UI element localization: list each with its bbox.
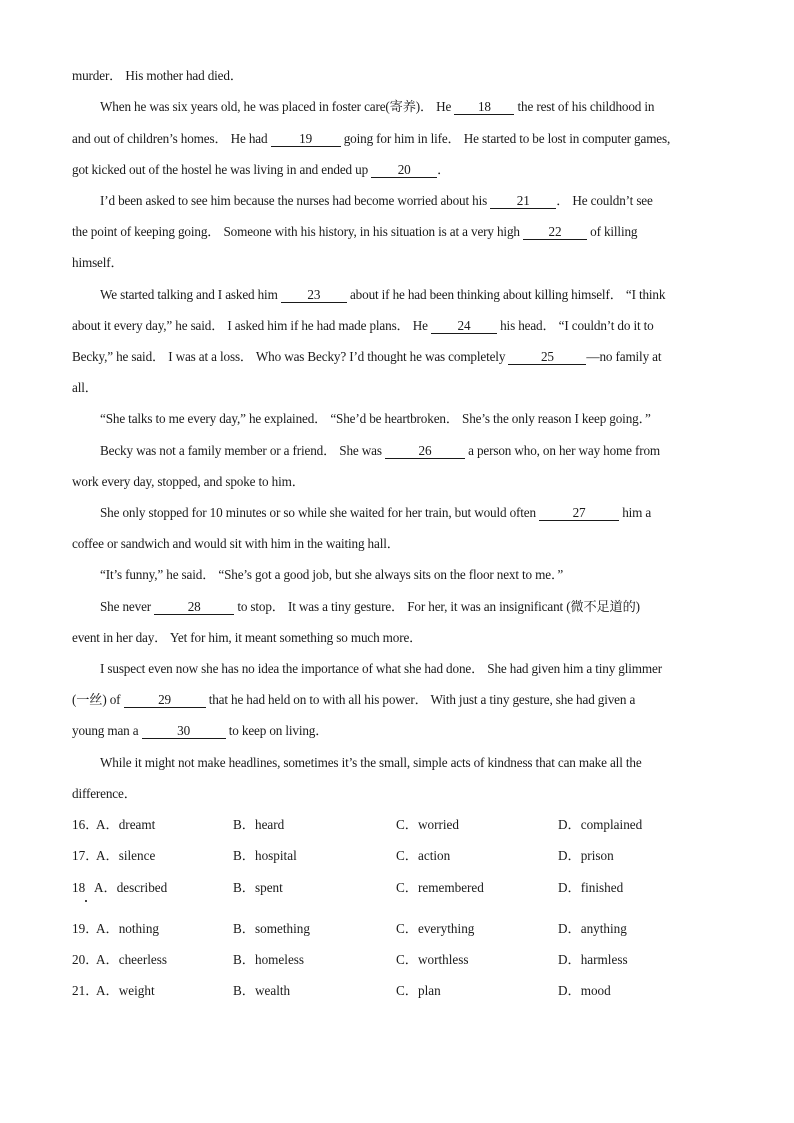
passage-line xyxy=(72,692,732,708)
passage-text: got kicked out of the hostel he was living in and ended up xyxy=(72,162,372,177)
passage-line xyxy=(72,536,732,552)
passage-text: (一丝) of xyxy=(72,692,124,707)
passage-text: ． xyxy=(437,162,451,177)
passage-text: “She talks to me every day,” he explained． “She’d be heartbroken． She’s the only reason I keep going．” xyxy=(100,411,651,426)
passage-text: of killing xyxy=(586,224,638,239)
blank-23: 23 xyxy=(281,288,347,303)
question-number: 16． xyxy=(72,817,99,832)
passage-text: Becky was not a family member or a friend． She was xyxy=(100,443,385,458)
option-a[interactable]: A．nothing xyxy=(96,921,160,936)
passage-text: going for him in life． He started to be lost in computer games, xyxy=(340,131,671,146)
option-a[interactable]: A．weight xyxy=(96,983,155,998)
question-number: 21． xyxy=(72,983,99,998)
blank-29: 29 xyxy=(124,693,206,708)
passage-line xyxy=(100,193,732,209)
passage-line xyxy=(100,99,732,115)
passage-text: work every day, stopped, and spoke to him． xyxy=(72,474,305,489)
question-row xyxy=(72,817,732,835)
passage-text: that he had held on to with all his power． With just a tiny gesture, she had given a xyxy=(205,692,636,707)
question-row xyxy=(72,983,732,1001)
passage-text: —no family at xyxy=(586,349,662,364)
question-row xyxy=(72,952,732,970)
passage-line xyxy=(100,287,732,303)
question-number: 19． xyxy=(72,921,99,936)
passage-text: She never xyxy=(100,599,155,614)
passage-text: We started talking and I asked him xyxy=(100,287,281,302)
option-d[interactable]: D．complained xyxy=(558,817,643,832)
passage-line xyxy=(72,349,732,365)
passage-line xyxy=(72,786,732,802)
passage-line xyxy=(72,162,732,178)
option-b[interactable]: B．heard xyxy=(233,817,285,832)
passage-line xyxy=(100,411,732,427)
option-a[interactable]: A．described xyxy=(94,880,168,895)
option-d[interactable]: D．prison xyxy=(558,848,614,863)
option-c[interactable]: C．worthless xyxy=(396,952,469,967)
passage-text: to keep on living． xyxy=(225,723,329,738)
passage-line xyxy=(72,255,732,271)
passage-line xyxy=(72,380,732,396)
option-a[interactable]: A．cheerless xyxy=(96,952,168,967)
option-b[interactable]: B．something xyxy=(233,921,310,936)
blank-22: 22 xyxy=(523,225,587,240)
blank-18: 18 xyxy=(454,100,514,115)
question-row xyxy=(72,880,732,898)
passage-text: When he was six years old, he was placed in foster care(寄养)． He xyxy=(100,99,455,114)
passage-line xyxy=(100,443,732,459)
passage-text: coffee or sandwich and would sit with him in the waiting hall． xyxy=(72,536,400,551)
option-c[interactable]: C．plan xyxy=(396,983,441,998)
option-c[interactable]: C．everything xyxy=(396,921,475,936)
blank-24: 24 xyxy=(431,319,497,334)
passage-line xyxy=(72,723,732,739)
blank-21: 21 xyxy=(490,194,556,209)
passage-line xyxy=(72,131,732,147)
blank-19: 19 xyxy=(271,132,341,147)
option-c[interactable]: C．remembered xyxy=(396,880,484,895)
passage-text: all． xyxy=(72,380,98,395)
passage-text: “It’s funny,” he said． “She’s got a good job, but she always sits on the floor next to me．” xyxy=(100,567,564,582)
passage-line xyxy=(100,755,732,771)
passage-line xyxy=(100,505,732,521)
passage-text: While it might not make headlines, sometimes it’s the small, simple acts of kindness that can make all the xyxy=(100,755,642,770)
option-d[interactable]: D．harmless xyxy=(558,952,628,967)
option-d[interactable]: D．mood xyxy=(558,983,611,998)
option-c[interactable]: C．action xyxy=(396,848,451,863)
passage-text: the point of keeping going． Someone with his history, in his situation is at a very high xyxy=(72,224,523,239)
passage-line xyxy=(72,68,732,84)
question-number: 17． xyxy=(72,848,99,863)
passage-text: She only stopped for 10 minutes or so while she waited for her train, but would often xyxy=(100,505,540,520)
passage-line xyxy=(100,661,732,677)
blank-26: 26 xyxy=(385,444,465,459)
passage-text: about if he had been thinking about killing himself． “I think xyxy=(346,287,666,302)
passage-text: difference． xyxy=(72,786,137,801)
passage-text: event in her day． Yet for him, it meant something so much more． xyxy=(72,630,423,645)
passage-line xyxy=(72,630,732,646)
option-a[interactable]: A．dreamt xyxy=(96,817,156,832)
blank-28: 28 xyxy=(154,600,234,615)
blank-27: 27 xyxy=(539,506,619,521)
passage-text: I suspect even now she has no idea the importance of what she had done． She had given him a tiny glimmer xyxy=(100,661,662,676)
blank-25: 25 xyxy=(508,350,586,365)
passage-text: I’d been asked to see him because the nurses had become worried about his xyxy=(100,193,491,208)
passage-text: him a xyxy=(619,505,652,520)
option-b[interactable]: B．homeless xyxy=(233,952,305,967)
passage-text: his head． “I couldn’t do it to xyxy=(496,318,654,333)
question-number: 20． xyxy=(72,952,99,967)
option-a[interactable]: A．silence xyxy=(96,848,156,863)
passage-line xyxy=(72,318,732,334)
passage-line xyxy=(72,474,732,490)
option-b[interactable]: B．hospital xyxy=(233,848,297,863)
question-number: 18 xyxy=(72,880,86,895)
option-d[interactable]: D．finished xyxy=(558,880,624,895)
blank-20: 20 xyxy=(371,163,437,178)
question-row xyxy=(72,848,732,866)
passage-line xyxy=(72,224,732,240)
passage-text: murder． His mother had died． xyxy=(72,68,243,83)
passage-text: the rest of his childhood in xyxy=(514,99,655,114)
passage-text: to stop． It was a tiny gesture． For her, it was an insignificant (微不足道的) xyxy=(234,599,640,614)
blank-30: 30 xyxy=(142,724,226,739)
passage-line xyxy=(100,599,732,615)
question-row xyxy=(72,921,732,939)
stray-dot xyxy=(85,900,87,902)
option-b[interactable]: B．wealth xyxy=(233,983,291,998)
passage-line xyxy=(100,567,732,583)
passage-text: a person who, on her way home from xyxy=(464,443,661,458)
passage-text: and out of children’s homes． He had xyxy=(72,131,271,146)
passage-text: Becky,” he said． I was at a loss． Who was Becky? I’d thought he was completely xyxy=(72,349,509,364)
option-d[interactable]: D．anything xyxy=(558,921,627,936)
passage-text: ． He couldn’t see xyxy=(556,193,653,208)
option-c[interactable]: C．worried xyxy=(396,817,459,832)
passage-text: about it every day,” he said． I asked him if he had made plans． He xyxy=(72,318,431,333)
passage-text: himself． xyxy=(72,255,124,270)
option-b[interactable]: B．spent xyxy=(233,880,283,895)
passage-text: young man a xyxy=(72,723,142,738)
